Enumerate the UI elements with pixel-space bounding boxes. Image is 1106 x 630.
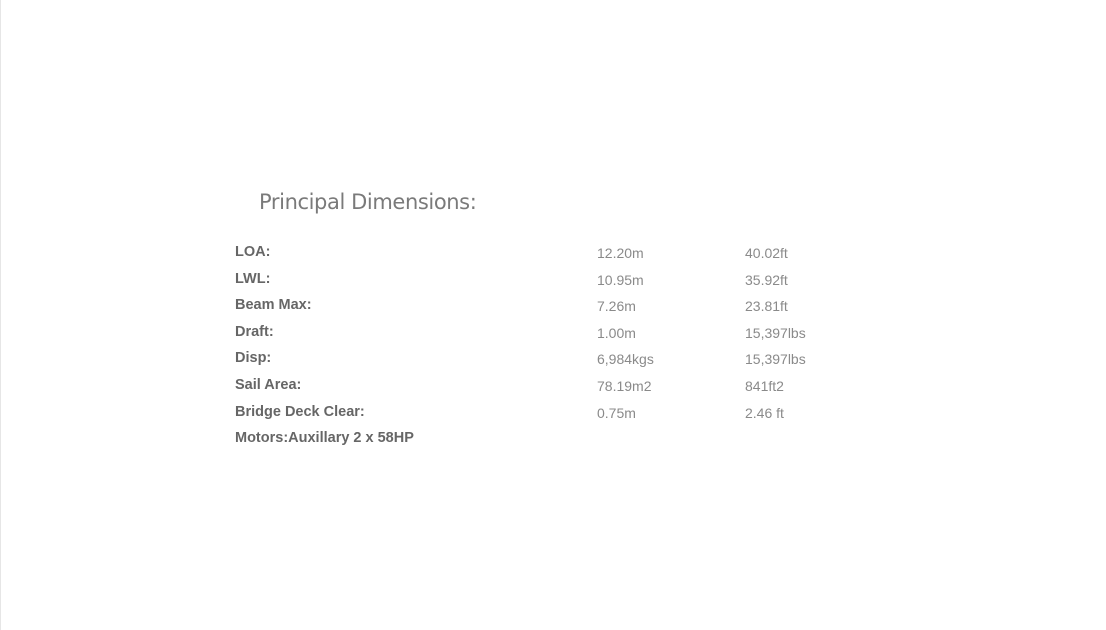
spec-metric-value: 1.00m [597, 324, 636, 341]
spec-metric-value: 78.19m2 [597, 377, 652, 394]
spec-label: Disp: [235, 350, 272, 367]
table-row-draft [235, 320, 875, 347]
spec-imperial-value: 2.46 ft [745, 404, 784, 421]
spec-imperial-value: 15,397lbs [745, 351, 806, 368]
spec-imperial-value: 15,397lbs [745, 324, 806, 341]
spec-metric-value: 7.26m [597, 298, 636, 315]
dimensions-table [235, 240, 875, 453]
spec-imperial-value: 23.81ft [745, 298, 788, 315]
spec-label: Beam Max: [235, 297, 312, 314]
table-row-motors [235, 426, 875, 453]
table-row-bridge-deck-clear [235, 400, 875, 427]
table-row-lwl [235, 267, 875, 294]
spec-imperial-value: 841ft2 [745, 377, 784, 394]
table-row-sail-area [235, 373, 875, 400]
spec-label: Bridge Deck Clear: [235, 403, 365, 420]
table-row-disp [235, 346, 875, 373]
spec-label: LOA: [235, 244, 271, 260]
spec-label: LWL: [235, 270, 271, 287]
spec-imperial-value: 40.02ft [745, 245, 788, 261]
table-row-loa [235, 240, 875, 267]
spec-label: Sail Area: [235, 376, 302, 393]
spec-metric-value: 6,984kgs [597, 351, 654, 368]
section-title: Principal Dimensions: [259, 190, 477, 214]
spec-metric-value: 10.95m [597, 271, 644, 288]
spec-label: Motors:Auxillary 2 x 58HP [235, 430, 414, 447]
table-row-beam-max [235, 293, 875, 320]
spec-metric-value: 0.75m [597, 404, 636, 421]
spec-label: Draft: [235, 323, 274, 340]
spec-imperial-value: 35.92ft [745, 271, 788, 288]
spec-metric-value: 12.20m [597, 245, 644, 261]
